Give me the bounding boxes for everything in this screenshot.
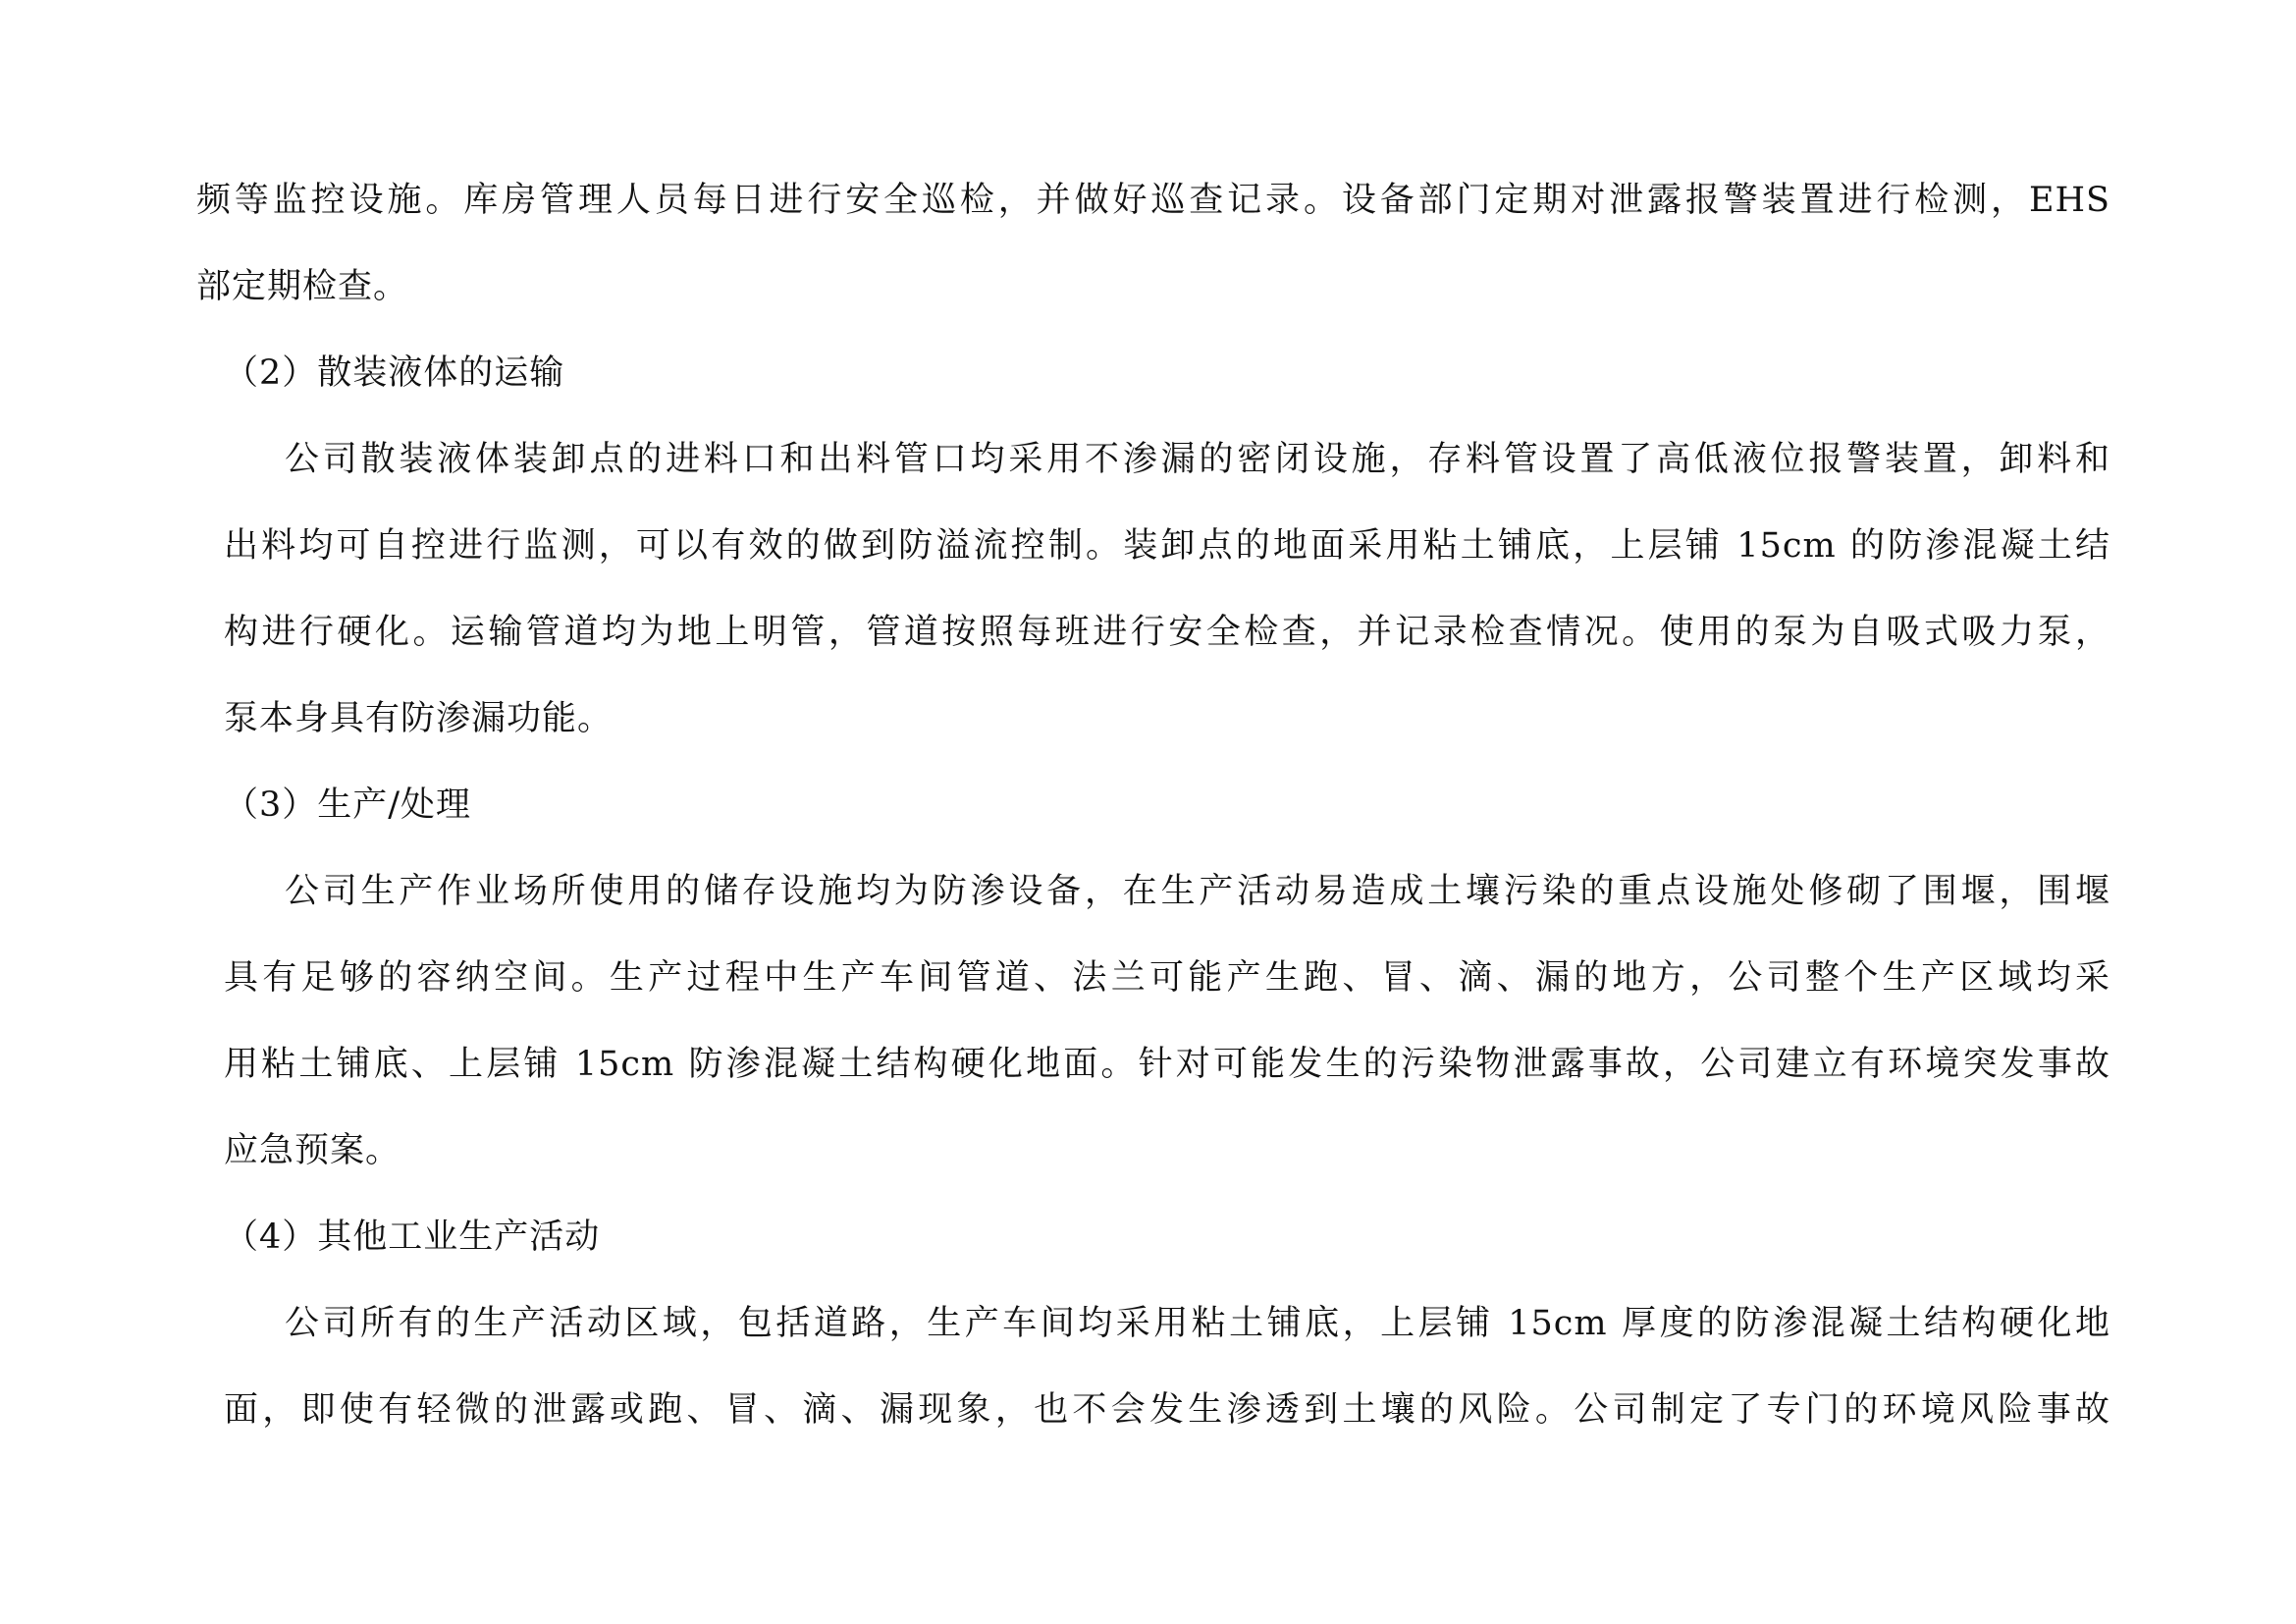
text-line: 部定期检查。 (196, 267, 409, 306)
text-line: 公司散装液体装卸点的进料口和出料管口均采用不渗漏的密闭设施，存料管设置了高低液位报警装置，卸料和 (285, 440, 2110, 479)
text-line: 泵本身具有防渗漏功能。 (224, 699, 614, 738)
text-line: 频等监控设施。库房管理人员每日进行安全巡检，并做好巡查记录。设备部门定期对泄露报警装置进行检测，EHS (196, 181, 2110, 220)
text-line: 构进行硬化。运输管道均为地上明管，管道按照每班进行安全检查，并记录检查情况。使用的泵为自吸式吸力泵， (224, 613, 2110, 652)
text-line: 公司生产作业场所使用的储存设施均为防渗设备，在生产活动易造成土壤污染的重点设施处修砌了围堰，围堰 (285, 872, 2110, 911)
text-line: 用粘土铺底、上层铺 15cm 防渗混凝土结构硬化地面。针对可能发生的污染物泄露事故，公司建立有环境突发事故 (224, 1045, 2110, 1084)
text-line: 公司所有的生产活动区域，包括道路，生产车间均采用粘土铺底，上层铺 15cm 厚度的防渗混凝土结构硬化地 (285, 1304, 2110, 1343)
document-body (196, 157, 2110, 1453)
text-line: 应急预案。 (224, 1131, 401, 1170)
section-heading: （2）散装液体的运输 (224, 353, 565, 393)
text-line: 出料均可自控进行监测，可以有效的做到防溢流控制。装卸点的地面采用粘土铺底，上层铺 15cm 的防渗混凝土结 (224, 526, 2110, 566)
text-line: 具有足够的容纳空间。生产过程中生产车间管道、法兰可能产生跑、冒、滴、漏的地方，公司整个生产区域均采 (224, 958, 2110, 998)
section-heading: （4）其他工业生产活动 (224, 1218, 601, 1257)
section-heading: （3）生产/处理 (224, 785, 472, 825)
text-line: 面，即使有轻微的泄露或跑、冒、滴、漏现象，也不会发生渗透到土壤的风险。公司制定了专门的环境风险事故 (224, 1390, 2110, 1430)
